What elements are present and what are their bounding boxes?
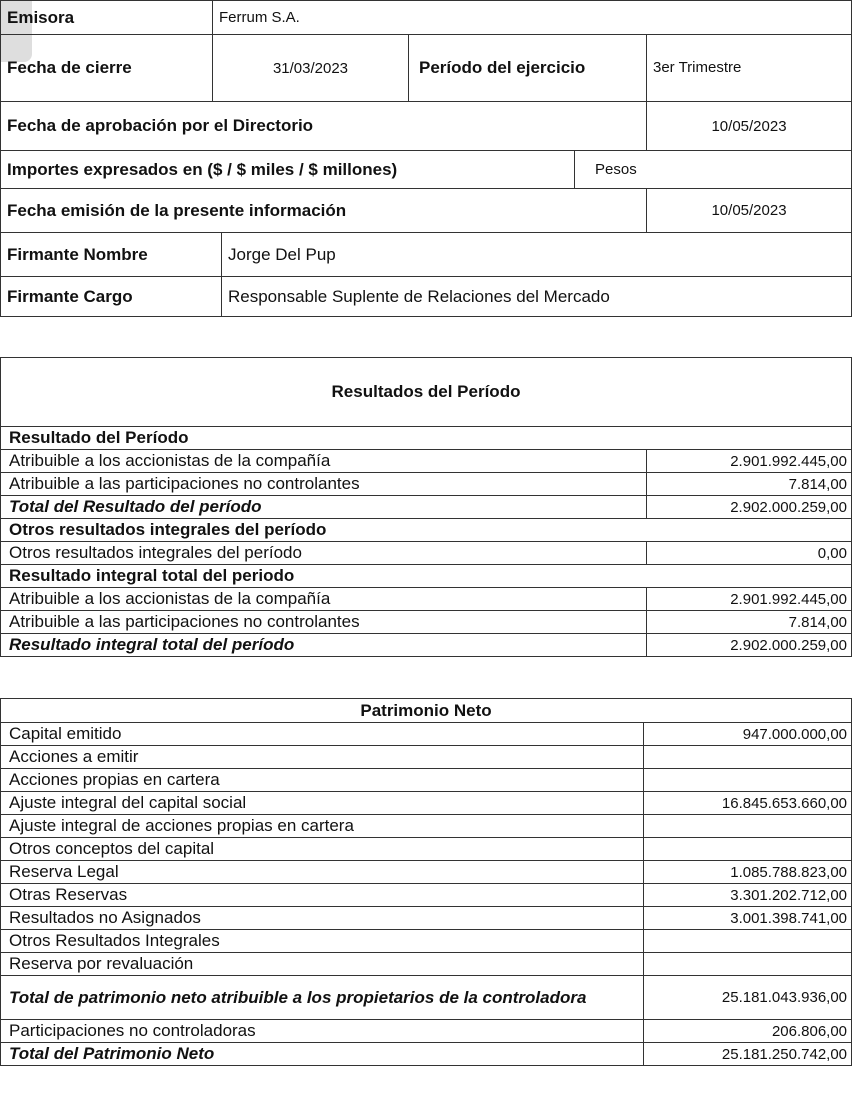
patrimonio-row	[1, 1043, 852, 1066]
patrimonio-row-label: Participaciones no controladoras	[1, 1020, 644, 1043]
patrimonio-row	[1, 907, 852, 930]
fecha-cierre-value: 31/03/2023	[213, 35, 409, 102]
patrimonio-row-label: Total de patrimonio neto atribuible a los propietarios de la controladora	[1, 976, 644, 1020]
emision-label: Fecha emisión de la presente información	[1, 189, 647, 233]
resultados-body	[1, 427, 852, 657]
patrimonio-row	[1, 792, 852, 815]
resultados-row-value: 7.814,00	[647, 473, 852, 496]
patrimonio-row-label: Ajuste integral del capital social	[1, 792, 644, 815]
patrimonio-row-value: 25.181.043.936,00	[644, 976, 852, 1020]
patrimonio-table	[0, 698, 852, 1066]
row-importes	[1, 151, 852, 189]
resultados-title: Resultados del Período	[1, 358, 852, 427]
patrimonio-row-value: 3.301.202.712,00	[644, 884, 852, 907]
row-firmante-nombre	[1, 233, 852, 277]
patrimonio-row	[1, 861, 852, 884]
resultados-row-label: Otros resultados integrales del período	[1, 519, 852, 542]
resultados-table	[0, 357, 852, 657]
patrimonio-row-value: 16.845.653.660,00	[644, 792, 852, 815]
resultados-row	[1, 519, 852, 542]
resultados-row	[1, 565, 852, 588]
resultados-row-label: Otros resultados integrales del período	[1, 542, 647, 565]
resultados-row-value: 0,00	[647, 542, 852, 565]
row-emisora	[1, 1, 852, 35]
row-aprobacion	[1, 102, 852, 151]
aprobacion-value: 10/05/2023	[647, 102, 852, 151]
patrimonio-row-label: Capital emitido	[1, 723, 644, 746]
emisora-value: Ferrum S.A.	[213, 1, 852, 35]
patrimonio-title-row	[1, 699, 852, 723]
patrimonio-row-label: Total del Patrimonio Neto	[1, 1043, 644, 1066]
importes-label: Importes expresados en ($ / $ miles / $ millones)	[1, 151, 575, 189]
firmante-nombre-value: Jorge Del Pup	[222, 233, 852, 277]
patrimonio-row-value	[644, 746, 852, 769]
patrimonio-row-value: 25.181.250.742,00	[644, 1043, 852, 1066]
patrimonio-row-label: Reserva por revaluación	[1, 953, 644, 976]
patrimonio-row	[1, 815, 852, 838]
resultados-row	[1, 611, 852, 634]
patrimonio-row	[1, 884, 852, 907]
emision-value: 10/05/2023	[647, 189, 852, 233]
header-table	[0, 0, 852, 317]
resultados-row	[1, 496, 852, 519]
patrimonio-row-label: Ajuste integral de acciones propias en cartera	[1, 815, 644, 838]
patrimonio-row	[1, 953, 852, 976]
fecha-cierre-label: Fecha de cierre	[1, 35, 213, 102]
patrimonio-row-value: 206.806,00	[644, 1020, 852, 1043]
firmante-nombre-label: Firmante Nombre	[1, 233, 222, 277]
resultados-row-label: Atribuible a los accionistas de la compañía	[1, 588, 647, 611]
resultados-row-value: 2.902.000.259,00	[647, 496, 852, 519]
resultados-row-label: Resultado integral total del período	[1, 634, 647, 657]
patrimonio-row	[1, 769, 852, 792]
patrimonio-row-value	[644, 838, 852, 861]
firmante-cargo-value: Responsable Suplente de Relaciones del Mercado	[222, 277, 852, 317]
resultados-title-row	[1, 358, 852, 427]
patrimonio-row-label: Acciones a emitir	[1, 746, 644, 769]
periodo-value: 3er Trimestre	[647, 35, 852, 102]
resultados-row-label: Resultado integral total del periodo	[1, 565, 852, 588]
resultados-row-value: 7.814,00	[647, 611, 852, 634]
firmante-cargo-label: Firmante Cargo	[1, 277, 222, 317]
patrimonio-title: Patrimonio Neto	[1, 699, 852, 723]
patrimonio-row	[1, 1020, 852, 1043]
resultados-row-label: Atribuible a las participaciones no controlantes	[1, 473, 647, 496]
patrimonio-row	[1, 838, 852, 861]
patrimonio-row	[1, 723, 852, 746]
emisora-label: Emisora	[1, 1, 213, 35]
row-fecha-cierre	[1, 35, 852, 102]
patrimonio-row-label: Acciones propias en cartera	[1, 769, 644, 792]
resultados-row-label: Total del Resultado del período	[1, 496, 647, 519]
patrimonio-row-value: 947.000.000,00	[644, 723, 852, 746]
resultados-row	[1, 473, 852, 496]
patrimonio-row-label: Reserva Legal	[1, 861, 644, 884]
patrimonio-row-value: 3.001.398.741,00	[644, 907, 852, 930]
row-firmante-cargo	[1, 277, 852, 317]
patrimonio-row	[1, 976, 852, 1020]
row-emision	[1, 189, 852, 233]
resultados-row-value: 2.901.992.445,00	[647, 450, 852, 473]
periodo-label: Período del ejercicio	[409, 35, 647, 102]
resultados-row-value: 2.901.992.445,00	[647, 588, 852, 611]
patrimonio-row	[1, 930, 852, 953]
aprobacion-label: Fecha de aprobación por el Directorio	[1, 102, 647, 151]
patrimonio-row-label: Otras Reservas	[1, 884, 644, 907]
patrimonio-row-label: Otros conceptos del capital	[1, 838, 644, 861]
patrimonio-body	[1, 723, 852, 1066]
resultados-row-label: Atribuible a los accionistas de la compañía	[1, 450, 647, 473]
resultados-row	[1, 588, 852, 611]
resultados-row	[1, 634, 852, 657]
resultados-row	[1, 542, 852, 565]
resultados-row-label: Atribuible a las participaciones no controlantes	[1, 611, 647, 634]
patrimonio-row-value	[644, 953, 852, 976]
patrimonio-row-value: 1.085.788.823,00	[644, 861, 852, 884]
patrimonio-row-value	[644, 930, 852, 953]
resultados-row-label: Resultado del Período	[1, 427, 852, 450]
resultados-row	[1, 450, 852, 473]
resultados-row	[1, 427, 852, 450]
importes-value: Pesos	[575, 151, 852, 189]
patrimonio-row-value	[644, 769, 852, 792]
patrimonio-row-value	[644, 815, 852, 838]
patrimonio-row-label: Otros Resultados Integrales	[1, 930, 644, 953]
patrimonio-row	[1, 746, 852, 769]
resultados-row-value: 2.902.000.259,00	[647, 634, 852, 657]
patrimonio-row-label: Resultados no Asignados	[1, 907, 644, 930]
